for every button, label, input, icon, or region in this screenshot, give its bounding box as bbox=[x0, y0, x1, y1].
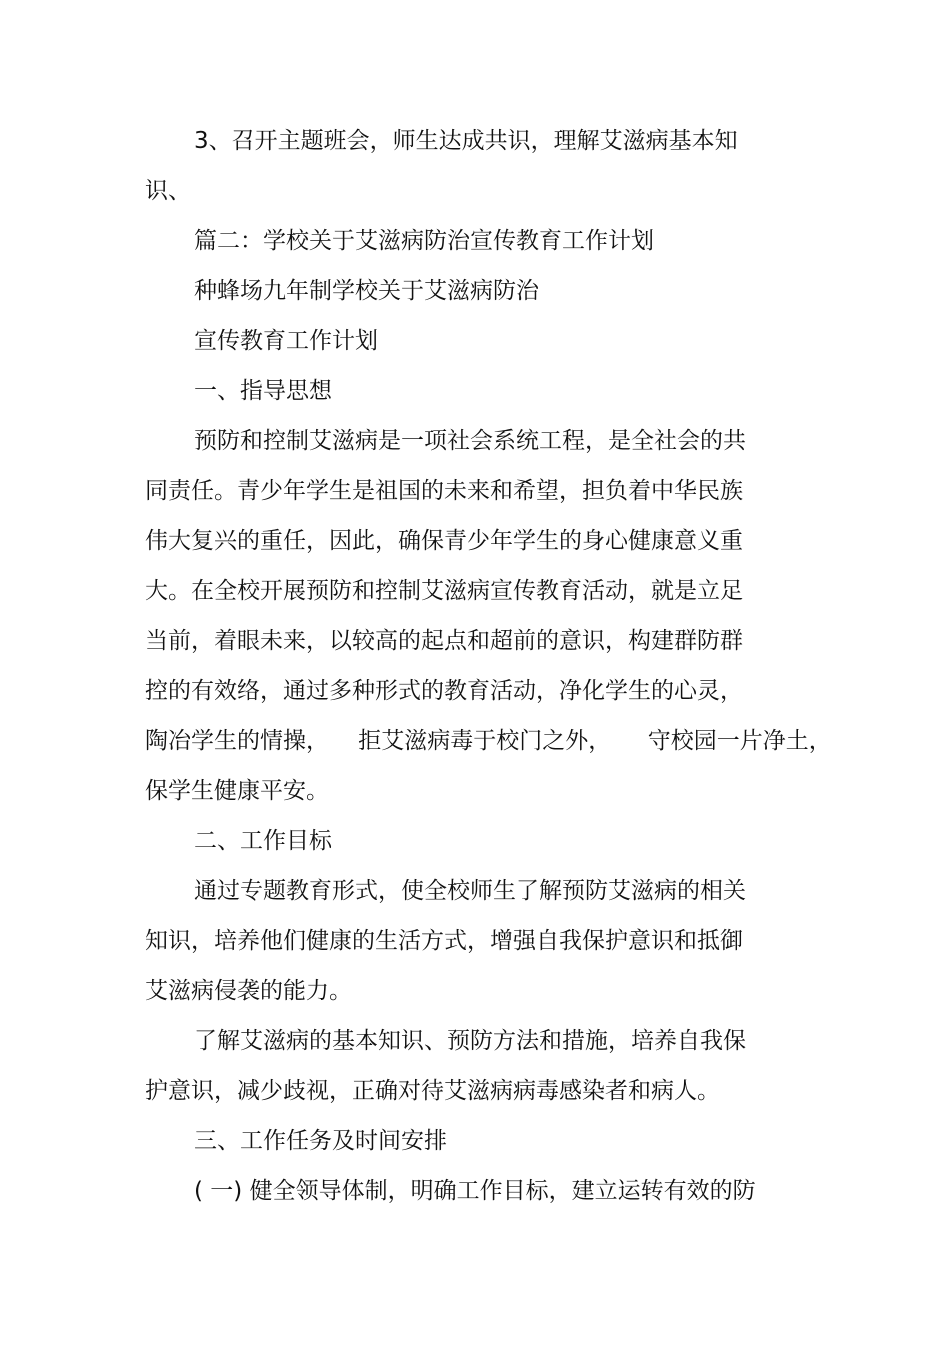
paragraph-line: ( 一) 健全领导体制，明确工作目标，建立运转有效的防 bbox=[194, 1178, 756, 1204]
paragraph-line: 当前，着眼未来，以较高的起点和超前的意识，构建群防群 bbox=[145, 628, 743, 654]
paragraph-line: 通过专题教育形式，使全校师生了解预防艾滋病的相关 bbox=[194, 878, 746, 904]
paragraph-line: 了解艾滋病的基本知识、预防方法和措施，培养自我保 bbox=[194, 1028, 746, 1054]
paragraph-line: 护意识，减少歧视，正确对待艾滋病病毒感染者和病人。 bbox=[145, 1078, 720, 1104]
paragraph-line: 艾滋病侵袭的能力。 bbox=[145, 978, 352, 1004]
paragraph-line: 伟大复兴的重任，因此，确保青少年学生的身心健康意义重 bbox=[145, 528, 743, 554]
plan-title-line-1: 种蜂场九年制学校关于艾滋病防治 bbox=[194, 278, 539, 304]
paragraph-line: 同责任。青少年学生是祖国的未来和希望，担负着中华民族 bbox=[145, 478, 743, 504]
paragraph-line: 预防和控制艾滋病是一项社会系统工程，是全社会的共 bbox=[194, 428, 746, 454]
paragraph-line: 陶冶学生的情操， 拒艾滋病毒于校门之外， 守校园一片净土， bbox=[145, 728, 832, 754]
paragraph-line: 保学生健康平安。 bbox=[145, 778, 329, 804]
plan-title-line-2: 宣传教育工作计划 bbox=[194, 328, 378, 354]
paragraph-line: 大。在全校开展预防和控制艾滋病宣传教育活动，就是立足 bbox=[145, 578, 743, 604]
heading-tasks-schedule: 三、工作任务及时间安排 bbox=[194, 1128, 447, 1154]
heading-work-goals: 二、工作目标 bbox=[194, 828, 332, 854]
section-title: 篇二：学校关于艾滋病防治宣传教育工作计划 bbox=[194, 228, 654, 254]
text-line-2: 识、 bbox=[145, 178, 191, 204]
text-line-1: 3、召开主题班会，师生达成共识，理解艾滋病基本知 bbox=[194, 128, 738, 154]
paragraph-line: 知识，培养他们健康的生活方式，增强自我保护意识和抵御 bbox=[145, 928, 743, 954]
heading-guiding-ideology: 一、指导思想 bbox=[194, 378, 332, 404]
paragraph-line: 控的有效络，通过多种形式的教育活动，净化学生的心灵， bbox=[145, 678, 743, 704]
